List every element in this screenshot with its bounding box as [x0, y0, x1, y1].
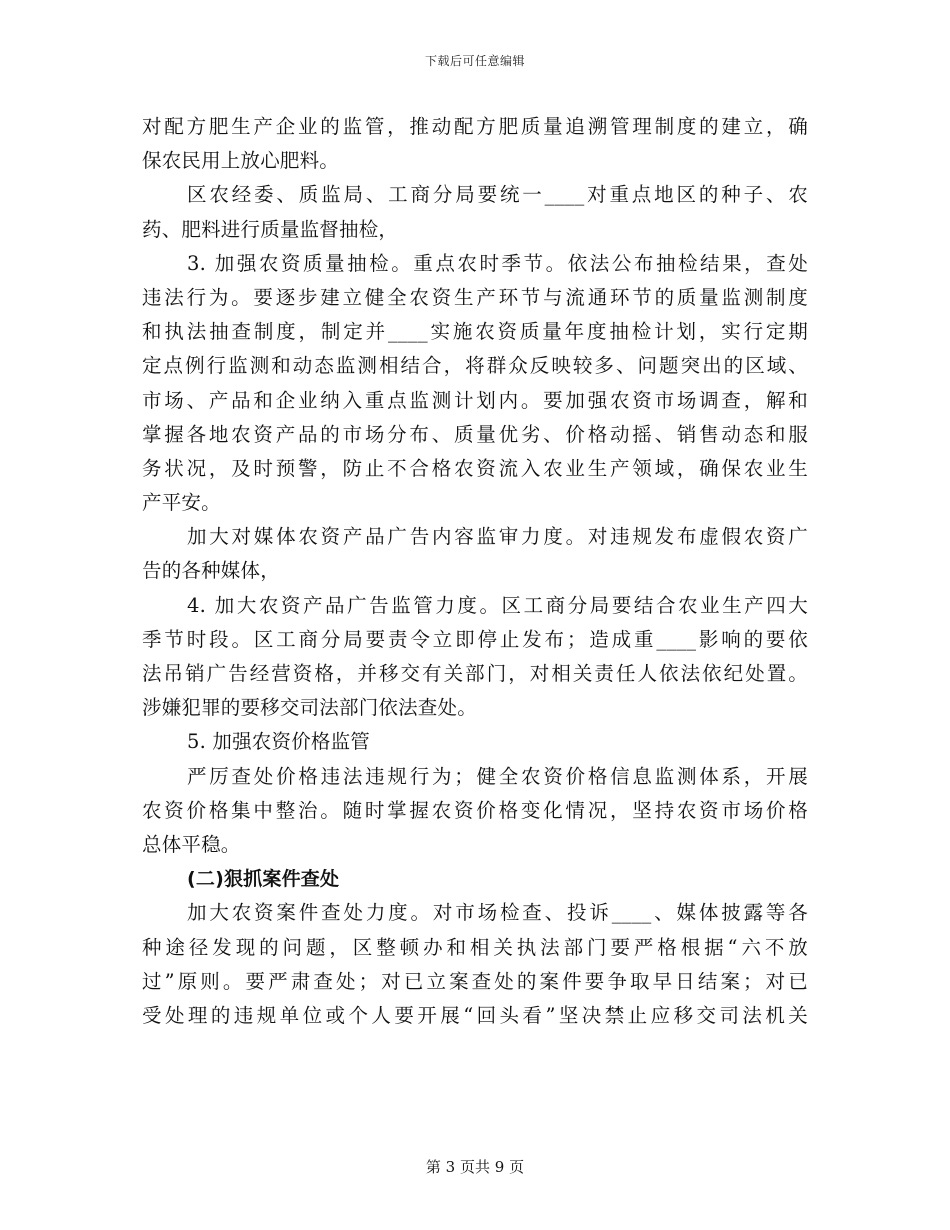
text-line: 产平安。 — [142, 491, 221, 515]
text-line: 农资价格集中整治。随时掌握农资价格变化情况，坚持农资市场价格 — [142, 798, 808, 822]
text-line: 涉嫌犯罪的要移交司法部门依法查处。 — [142, 696, 477, 720]
text-line: 3. 加强农资质量抽检。重点农时季节。依法公布抽检结果，查处 — [187, 251, 808, 275]
text-line: 告的各种媒体， — [142, 559, 280, 583]
text-line: 区农经委、质监局、工商分局要统一____对重点地区的种子、农 — [187, 183, 808, 207]
text-line: 季节时段。区工商分局要责令立即停止发布；造成重____影响的要依 — [142, 627, 808, 651]
text-line: 违法行为。要逐步建立健全农资生产环节与流通环节的质量监测制度 — [142, 285, 808, 309]
page-footer: 第 3 页共 9 页 — [425, 1158, 525, 1176]
text-line: 总体平稳。 — [142, 832, 241, 856]
text-line: 定点例行监测和动态监测相结合，将群众反映较多、问题突出的区域、 — [142, 354, 808, 378]
section-heading: (二)狠抓案件查处 — [187, 868, 340, 891]
text-line: 过”原则。要严肃查处；对已立案查处的案件要争取早日结案；对已 — [142, 969, 808, 993]
text-line: 4. 加大农资产品广告监管力度。区工商分局要结合农业生产四大 — [187, 593, 808, 617]
section-item-title: 5. 加强农资价格监管 — [187, 730, 371, 754]
text-line: 种途径发现的问题，区整顿办和相关执法部门要严格根据“六不放 — [142, 935, 808, 959]
page-header: 下载后可任意编辑 — [424, 54, 525, 68]
text-line: 严厉查处价格违法违规行为；健全农资价格信息监测体系，开展 — [187, 764, 808, 788]
text-line: 保农民用上放心肥料。 — [142, 149, 340, 173]
text-line: 法吊销广告经营资格，并移交有关部门，对相关责任人依法依纪处置。 — [142, 662, 808, 685]
text-line: 务状况，及时预警，防止不合格农资流入农业生产领域，确保农业生 — [142, 456, 808, 480]
text-line: 市场、产品和企业纳入重点监测计划内。要加强农资市场调查，解和 — [142, 388, 808, 412]
text-line: 和执法抽查制度，制定并____实施农资质量年度抽检计划，实行定期 — [142, 320, 808, 344]
text-line: 掌握各地农资产品的市场分布、质量优劣、价格动摇、销售动态和服 — [142, 422, 808, 446]
text-line: 受处理的违规单位或个人要开展“回头看”坚决禁止应移交司法机关 — [142, 1003, 808, 1027]
document-body — [142, 110, 808, 1033]
text-line: 加大农资案件查处力度。对市场检查、投诉____、媒体披露等各 — [187, 901, 808, 925]
text-line: 对配方肥生产企业的监管，推动配方肥质量追溯管理制度的建立，确 — [142, 115, 808, 138]
text-line: 加大对媒体农资产品广告内容监审力度。对违规发布虚假农资广 — [187, 525, 808, 549]
text-line: 药、肥料进行质量监督抽检， — [142, 217, 399, 241]
